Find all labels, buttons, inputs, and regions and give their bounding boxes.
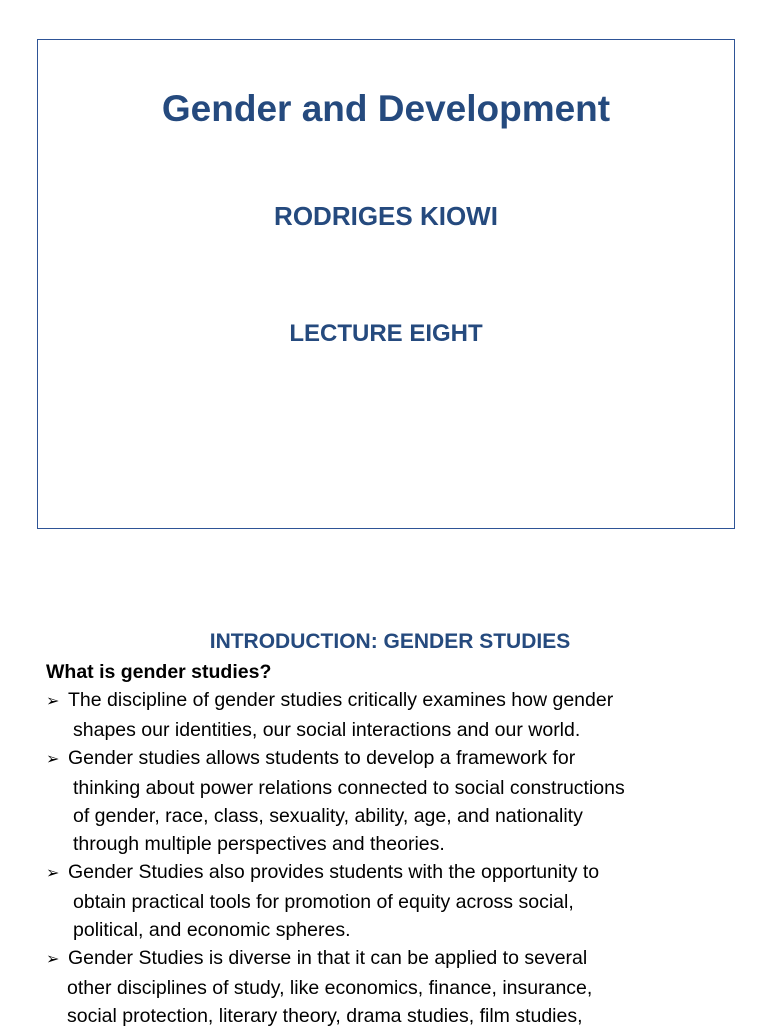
bullet-text: Gender Studies also provides students with the opportunity to: [68, 861, 600, 883]
bullet-line: political, and economic spheres.: [73, 919, 351, 941]
arrow-bullet-icon: ➢: [46, 951, 60, 968]
bullet-line: social protection, literary theory, drama studies, film studies,: [67, 1005, 583, 1027]
bullet-line: [46, 944, 746, 974]
bullet-line: other disciplines of study, like economics, finance, insurance,: [67, 977, 593, 999]
bullet-line: shapes our identities, our social interactions and our world.: [73, 719, 581, 741]
arrow-bullet-icon: ➢: [46, 865, 60, 882]
bullet-line: thinking about power relations connected to social constructions: [73, 777, 625, 799]
bullet-line: obtain practical tools for promotion of equity across social,: [73, 891, 574, 913]
bullet-line: [46, 686, 746, 716]
author-name: RODRIGES KIOWI: [274, 201, 498, 231]
arrow-bullet-icon: ➢: [46, 693, 60, 710]
bullet-line: [46, 744, 746, 774]
bullet-line: [46, 858, 746, 888]
title-page-box: [37, 39, 735, 529]
bullet-line: through multiple perspectives and theories.: [73, 833, 445, 855]
bullet-item: [46, 744, 746, 858]
document-title: Gender and Development: [161, 88, 611, 129]
bullet-item: [46, 686, 746, 744]
bullet-text: Gender Studies is diverse in that it can be applied to several: [68, 947, 588, 969]
bullet-line: of gender, race, class, sexuality, ability, age, and nationality: [73, 805, 583, 827]
lecture-label: LECTURE EIGHT: [289, 320, 483, 347]
bullet-item: [46, 944, 746, 1030]
question-heading: What is gender studies?: [46, 661, 272, 683]
bullet-item: [46, 858, 746, 944]
section-heading: INTRODUCTION: GENDER STUDIES: [209, 630, 571, 653]
bullet-text: Gender studies allows students to develop a framework for: [68, 747, 576, 769]
bullet-list: [46, 686, 746, 1030]
bullet-text: The discipline of gender studies critically examines how gender: [68, 689, 614, 711]
arrow-bullet-icon: ➢: [46, 751, 60, 768]
